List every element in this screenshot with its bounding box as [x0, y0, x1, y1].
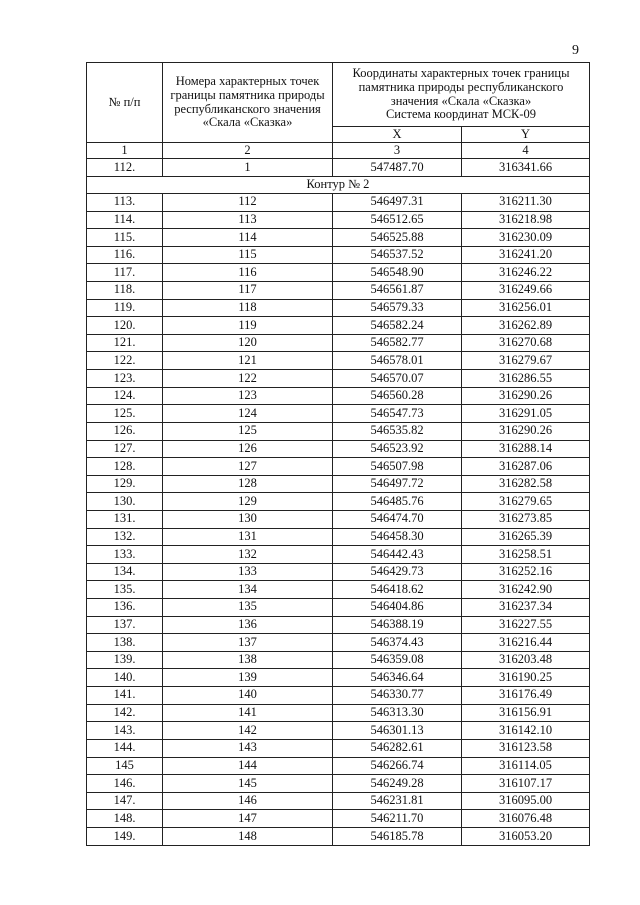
table-row [87, 387, 590, 405]
coord-y: 316241.20 [462, 246, 590, 264]
table-row [87, 264, 590, 282]
index-cell: 2 [163, 143, 333, 159]
table-row [87, 229, 590, 247]
point-number: 127 [163, 458, 333, 476]
row-number: 138. [87, 634, 163, 652]
point-number: 140 [163, 687, 333, 705]
table-row [87, 475, 590, 493]
coord-y: 316095.00 [462, 792, 590, 810]
coord-x: 546582.77 [333, 334, 462, 352]
coord-x: 546497.31 [333, 194, 462, 212]
coord-y: 316123.58 [462, 739, 590, 757]
table-row [87, 370, 590, 388]
coord-y: 316176.49 [462, 687, 590, 705]
coord-x: 546301.13 [333, 722, 462, 740]
point-number: 128 [163, 475, 333, 493]
row-number: 125. [87, 405, 163, 423]
table-row [87, 563, 590, 581]
row-number: 137. [87, 616, 163, 634]
row-number: 126. [87, 422, 163, 440]
row-number: 118. [87, 282, 163, 300]
coord-x: 546282.61 [333, 739, 462, 757]
point-number: 138 [163, 651, 333, 669]
coord-x: 546404.86 [333, 599, 462, 617]
table-row [87, 739, 590, 757]
point-number: 139 [163, 669, 333, 687]
point-number: 117 [163, 282, 333, 300]
point-number: 132 [163, 546, 333, 564]
coord-y: 316203.48 [462, 651, 590, 669]
coord-x: 546507.98 [333, 458, 462, 476]
table-row [87, 246, 590, 264]
row-number: 117. [87, 264, 163, 282]
point-number: 124 [163, 405, 333, 423]
table-row [87, 422, 590, 440]
row-number: 120. [87, 317, 163, 335]
table-row [87, 493, 590, 511]
coord-y: 316142.10 [462, 722, 590, 740]
coord-y: 316262.89 [462, 317, 590, 335]
table-row [87, 159, 590, 177]
table-row [87, 581, 590, 599]
coord-y: 316218.98 [462, 211, 590, 229]
row-number: 112. [87, 159, 163, 177]
header-coords [333, 63, 590, 127]
coord-x: 546313.30 [333, 704, 462, 722]
point-number: 147 [163, 810, 333, 828]
point-number: 136 [163, 616, 333, 634]
row-number: 128. [87, 458, 163, 476]
row-number: 127. [87, 440, 163, 458]
row-number: 129. [87, 475, 163, 493]
point-number: 130 [163, 510, 333, 528]
coord-x: 546266.74 [333, 757, 462, 775]
coord-x: 546525.88 [333, 229, 462, 247]
point-number: 119 [163, 317, 333, 335]
row-number: 145 [87, 757, 163, 775]
coord-y: 316107.17 [462, 775, 590, 793]
row-number: 131. [87, 510, 163, 528]
coord-x: 546211.70 [333, 810, 462, 828]
table-row [87, 440, 590, 458]
coord-y: 316114.05 [462, 757, 590, 775]
coord-y: 316190.25 [462, 669, 590, 687]
coord-y: 316270.68 [462, 334, 590, 352]
coord-x: 546512.65 [333, 211, 462, 229]
point-number: 135 [163, 599, 333, 617]
point-number: 118 [163, 299, 333, 317]
coord-y: 316156.91 [462, 704, 590, 722]
coord-x: 546442.43 [333, 546, 462, 564]
header-coord-system: Система координат МСК-09 [385, 107, 537, 122]
point-number: 125 [163, 422, 333, 440]
coord-x: 546458.30 [333, 528, 462, 546]
coord-y: 316258.51 [462, 546, 590, 564]
coord-y: 316242.90 [462, 581, 590, 599]
coord-y: 316290.26 [462, 387, 590, 405]
coord-y: 316265.39 [462, 528, 590, 546]
row-number: 141. [87, 687, 163, 705]
row-number: 133. [87, 546, 163, 564]
coord-x: 546523.92 [333, 440, 462, 458]
row-number: 144. [87, 739, 163, 757]
row-number: 136. [87, 599, 163, 617]
point-number: 134 [163, 581, 333, 599]
table-row [87, 687, 590, 705]
row-number: 119. [87, 299, 163, 317]
point-number: 123 [163, 387, 333, 405]
index-row [87, 143, 590, 159]
coord-y: 316053.20 [462, 827, 590, 845]
point-number: 144 [163, 757, 333, 775]
table-row [87, 546, 590, 564]
coord-x: 546485.76 [333, 493, 462, 511]
point-number: 1 [163, 159, 333, 177]
point-number: 121 [163, 352, 333, 370]
coord-x: 546560.28 [333, 387, 462, 405]
row-number: 114. [87, 211, 163, 229]
table-row [87, 616, 590, 634]
table-row [87, 405, 590, 423]
point-number: 115 [163, 246, 333, 264]
coord-x: 546579.33 [333, 299, 462, 317]
coord-y: 316249.66 [462, 282, 590, 300]
table-row [87, 757, 590, 775]
table-row [87, 810, 590, 828]
coord-y: 316216.44 [462, 634, 590, 652]
point-number: 126 [163, 440, 333, 458]
coord-x: 546474.70 [333, 510, 462, 528]
coord-x: 546497.72 [333, 475, 462, 493]
index-cell: 3 [333, 143, 462, 159]
table-row [87, 722, 590, 740]
coord-x: 546418.62 [333, 581, 462, 599]
coord-y: 316273.85 [462, 510, 590, 528]
table-row [87, 634, 590, 652]
point-number: 112 [163, 194, 333, 212]
point-number: 122 [163, 370, 333, 388]
coord-x: 546359.08 [333, 651, 462, 669]
coord-y: 316227.55 [462, 616, 590, 634]
table-row [87, 299, 590, 317]
coord-x: 547487.70 [333, 159, 462, 177]
coord-y: 316286.55 [462, 370, 590, 388]
coord-x: 546231.81 [333, 792, 462, 810]
row-number: 123. [87, 370, 163, 388]
coord-y: 316288.14 [462, 440, 590, 458]
table-row [87, 194, 590, 212]
point-number: 116 [163, 264, 333, 282]
point-number: 114 [163, 229, 333, 247]
coord-y: 316279.65 [462, 493, 590, 511]
coord-x: 546570.07 [333, 370, 462, 388]
coord-x: 546330.77 [333, 687, 462, 705]
point-number: 146 [163, 792, 333, 810]
coord-y: 316230.09 [462, 229, 590, 247]
coord-x: 546429.73 [333, 563, 462, 581]
row-number: 122. [87, 352, 163, 370]
row-number: 149. [87, 827, 163, 845]
coord-x: 546537.52 [333, 246, 462, 264]
coord-y: 316341.66 [462, 159, 590, 177]
header-num: № п/п [87, 63, 163, 143]
point-number: 131 [163, 528, 333, 546]
row-number: 134. [87, 563, 163, 581]
coord-y: 316287.06 [462, 458, 590, 476]
coord-x: 546374.43 [333, 634, 462, 652]
coord-x: 546582.24 [333, 317, 462, 335]
table-row [87, 334, 590, 352]
header-y: Y [462, 127, 590, 143]
row-number: 115. [87, 229, 163, 247]
point-number: 141 [163, 704, 333, 722]
coord-y: 316256.01 [462, 299, 590, 317]
coord-x: 546185.78 [333, 827, 462, 845]
row-number: 148. [87, 810, 163, 828]
point-number: 143 [163, 739, 333, 757]
table-row [87, 651, 590, 669]
coord-y: 316076.48 [462, 810, 590, 828]
contour-label: Контур № 2 [87, 177, 590, 194]
table-row [87, 282, 590, 300]
table-row [87, 352, 590, 370]
coord-x: 546535.82 [333, 422, 462, 440]
point-number: 129 [163, 493, 333, 511]
header-x: X [333, 127, 462, 143]
row-number: 135. [87, 581, 163, 599]
point-number: 133 [163, 563, 333, 581]
table-row [87, 510, 590, 528]
coord-x: 546547.73 [333, 405, 462, 423]
index-cell: 4 [462, 143, 590, 159]
point-number: 145 [163, 775, 333, 793]
row-number: 124. [87, 387, 163, 405]
coord-x: 546346.64 [333, 669, 462, 687]
point-number: 113 [163, 211, 333, 229]
point-number: 120 [163, 334, 333, 352]
row-number: 130. [87, 493, 163, 511]
table-row [87, 704, 590, 722]
index-cell: 1 [87, 143, 163, 159]
coord-y: 316211.30 [462, 194, 590, 212]
row-number: 139. [87, 651, 163, 669]
page-number: 9 [572, 43, 579, 58]
row-number: 113. [87, 194, 163, 212]
header-coords-title: Координаты характерных точек границы памятника природы республиканского значения «Скала «Сказка» [352, 66, 570, 108]
coord-x: 546388.19 [333, 616, 462, 634]
coord-y: 316291.05 [462, 405, 590, 423]
row-number: 143. [87, 722, 163, 740]
point-number: 142 [163, 722, 333, 740]
table-row [87, 317, 590, 335]
header-points: Номера характерных точек границы памятника природы республиканского значения «Скала «Сказка» [163, 63, 333, 143]
table-row [87, 775, 590, 793]
table-row [87, 528, 590, 546]
coord-x: 546548.90 [333, 264, 462, 282]
row-number: 121. [87, 334, 163, 352]
row-number: 142. [87, 704, 163, 722]
row-number: 116. [87, 246, 163, 264]
coordinates-table [86, 62, 590, 846]
row-number: 132. [87, 528, 163, 546]
table-row [87, 211, 590, 229]
coord-y: 316252.16 [462, 563, 590, 581]
point-number: 148 [163, 827, 333, 845]
coord-y: 316290.26 [462, 422, 590, 440]
table-row [87, 827, 590, 845]
coord-y: 316237.34 [462, 599, 590, 617]
coord-x: 546249.28 [333, 775, 462, 793]
row-number: 140. [87, 669, 163, 687]
coord-y: 316282.58 [462, 475, 590, 493]
table-row [87, 458, 590, 476]
row-number: 147. [87, 792, 163, 810]
coord-x: 546578.01 [333, 352, 462, 370]
row-number: 146. [87, 775, 163, 793]
table-row [87, 792, 590, 810]
coord-y: 316279.67 [462, 352, 590, 370]
point-number: 137 [163, 634, 333, 652]
coord-y: 316246.22 [462, 264, 590, 282]
table-row [87, 599, 590, 617]
coord-x: 546561.87 [333, 282, 462, 300]
table-row [87, 669, 590, 687]
